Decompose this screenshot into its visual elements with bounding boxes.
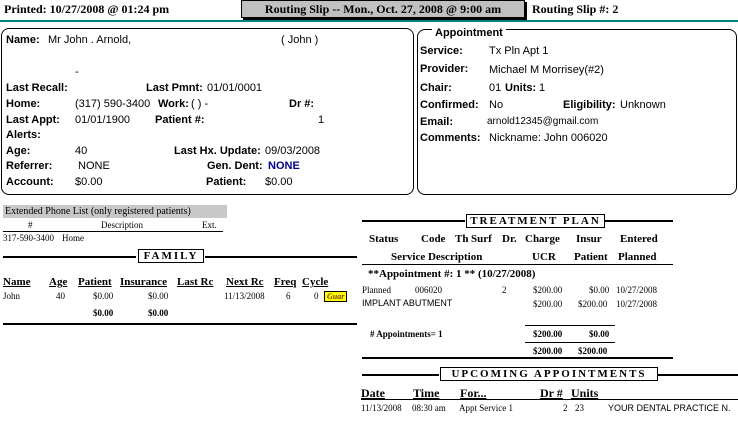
printed-timestamp: Printed: 10/27/2008 @ 01:24 pm — [4, 2, 170, 16]
tp-row-patient: $200.00 — [578, 299, 608, 309]
home-phone-label: Home: — [6, 98, 41, 110]
tp-appointment-label: **Appointment #: 1 ** (10/27/2008) — [368, 268, 536, 280]
units-value: 1 — [539, 82, 546, 94]
treatment-rule-left — [362, 220, 465, 222]
family-row-age: 40 — [56, 291, 65, 301]
routing-slip-number: Routing Slip #: 2 — [532, 2, 619, 16]
tp-header-rule — [362, 264, 673, 265]
header-divider — [0, 20, 738, 22]
family-rule-left — [3, 256, 136, 258]
upcoming-header-rule — [361, 399, 738, 400]
comments-value: Nickname: John 006020 — [489, 132, 608, 144]
account-value: $0.00 — [75, 176, 103, 188]
upcoming-rule-left — [362, 374, 439, 376]
treatment-plan-title: TREATMENT PLAN — [466, 214, 605, 228]
age-value: 40 — [75, 145, 88, 157]
last-appt-value: 01/01/1900 — [75, 114, 131, 126]
tp-row-code: 006020 — [415, 285, 442, 295]
up-col-for: For... — [460, 386, 487, 400]
tp-total-rule — [525, 325, 615, 326]
ext-col-description: Description — [101, 220, 143, 230]
patient-balance-value: $0.00 — [265, 176, 293, 188]
tp-row-entered: 10/27/2008 — [616, 285, 658, 295]
provider-label: Provider: — [420, 63, 469, 75]
referrer-value: NONE — [78, 160, 110, 172]
last-pmnt-label: Last Pmnt: — [146, 82, 203, 94]
tp-col-th: Th — [455, 233, 469, 245]
tp-col-insur: Insur — [576, 233, 602, 245]
confirmed-label: Confirmed: — [420, 99, 479, 111]
family-rule-right — [205, 256, 357, 258]
alerts-label: Alerts: — [6, 129, 41, 141]
family-row-insurance: $0.00 — [148, 291, 169, 301]
tp-row-ucr: $200.00 — [533, 299, 563, 309]
tp-col-charge: Charge — [525, 233, 560, 245]
tp-appointments-count: # Appointments= 1 — [370, 329, 443, 339]
family-col-cycle: Cycle — [302, 276, 329, 288]
tp-col-service-description: Service Description — [391, 251, 483, 263]
tp-col-ucr: UCR — [532, 251, 556, 263]
email-value: arnold12345@gmail.com — [487, 116, 599, 127]
referrer-label: Referrer: — [6, 160, 53, 172]
up-row-for: Appt Service 1 — [459, 403, 513, 413]
family-col-name: Name — [3, 276, 31, 288]
family-col-insurance: Insurance — [120, 276, 168, 288]
appointment-panel — [417, 29, 737, 195]
tp-col-planned: Planned — [618, 251, 657, 263]
up-row-practice: YOUR DENTAL PRACTICE N. — [608, 403, 731, 413]
tp-total-charge: $200.00 — [533, 329, 563, 339]
patient-balance-label: Patient: — [206, 176, 247, 188]
account-label: Account: — [6, 176, 54, 188]
provider-value: Michael M Morrisey(#2) — [489, 64, 604, 76]
ext-col-ext: Ext. — [202, 220, 217, 230]
tp-col-patient: Patient — [574, 251, 608, 263]
chair-value: 01 — [489, 82, 502, 94]
guarantor-badge: Guar — [324, 291, 347, 302]
family-total-patient: $0.00 — [93, 308, 114, 318]
ext-phone-number: 317-590-3400 — [3, 233, 54, 243]
tp-row-status: Planned — [362, 285, 391, 295]
tp-col-entered: Entered — [620, 233, 658, 245]
family-row-next-rc: 11/13/2008 — [224, 291, 265, 301]
tp-row-insur: $0.00 — [589, 285, 610, 295]
tp-row-charge: $200.00 — [533, 285, 563, 295]
family-row-freq: 6 — [286, 291, 291, 301]
service-value: Tx Pln Apt 1 — [489, 45, 549, 57]
service-label: Service: — [420, 45, 463, 57]
tp-row-planned: 10/27/2008 — [616, 299, 658, 309]
family-title: FAMILY — [138, 249, 204, 263]
tp-col-dr: Dr. — [502, 233, 517, 245]
family-row-name: John — [3, 291, 21, 301]
last-appt-label: Last Appt: — [6, 114, 60, 126]
up-col-date: Date — [361, 386, 385, 400]
eligibility-value: Unknown — [620, 99, 666, 111]
last-recall-label: Last Recall: — [6, 82, 68, 94]
patient-name: Mr John . Arnold, — [48, 34, 132, 46]
tp-col-code: Code — [421, 233, 446, 245]
up-col-dr: Dr # — [540, 386, 563, 400]
routing-slip-title: Routing Slip -- Mon., Oct. 27, 2008 @ 9:00 am — [241, 0, 525, 18]
family-col-last-rc: Last Rc — [177, 276, 214, 288]
family-col-next-rc: Next Rc — [226, 276, 264, 288]
ext-phone-desc: Home — [62, 233, 84, 243]
confirmed-value: No — [489, 99, 504, 111]
chair-label: Chair: — [420, 82, 452, 94]
patient-nickname: ( John ) — [281, 34, 319, 46]
family-col-age: Age — [49, 276, 68, 288]
family-col-freq: Freq — [274, 276, 297, 288]
ext-header-rule — [3, 231, 223, 232]
eligibility-label: Eligibility: — [563, 99, 616, 111]
gen-dent-label: Gen. Dent: — [207, 160, 263, 172]
tp-total-ucr: $200.00 — [533, 346, 563, 356]
last-hx-update-value: 09/03/2008 — [265, 145, 321, 157]
upcoming-rule-right — [658, 374, 738, 376]
tp-col-status: Status — [369, 233, 399, 245]
last-hx-update-label: Last Hx. Update: — [174, 145, 261, 157]
tp-bottom-rule — [362, 357, 673, 359]
ext-col-number: # — [28, 220, 33, 230]
up-row-units: 23 — [575, 403, 584, 413]
tp-col-surf: Surf — [471, 233, 492, 245]
tp-total-patient: $200.00 — [578, 346, 608, 356]
email-label: Email: — [420, 116, 454, 128]
up-col-time: Time — [413, 386, 440, 400]
treatment-rule-right — [605, 220, 673, 222]
appointment-title: Appointment — [432, 27, 506, 39]
comments-label: Comments: — [420, 132, 481, 144]
tp-total-rule-2 — [525, 342, 615, 343]
family-row-patient: $0.00 — [93, 291, 114, 301]
last-pmnt-value: 01/01/0001 — [207, 82, 263, 94]
tp-row-description: IMPLANT ABUTMENT — [362, 298, 453, 308]
gen-dent-value: NONE — [268, 160, 300, 172]
work-phone-value: ( ) - — [191, 98, 209, 110]
family-total-insurance: $0.00 — [148, 308, 169, 318]
family-col-patient: Patient — [78, 276, 112, 288]
family-row-cycle: 0 — [314, 291, 319, 301]
patient-number-value: 1 — [318, 114, 325, 126]
family-bottom-rule — [3, 323, 357, 325]
up-col-units: Units — [571, 386, 599, 400]
units-label: Units: — [505, 82, 537, 94]
up-row-dr: 2 — [563, 403, 568, 413]
home-phone-value: (317) 590-3400 — [75, 98, 151, 110]
up-row-date: 11/13/2008 — [361, 403, 402, 413]
work-phone-label: Work: — [158, 98, 189, 110]
upcoming-appointments-title: UPCOMING APPOINTMENTS — [440, 367, 658, 381]
dr-number-label: Dr #: — [289, 98, 315, 110]
patient-number-label: Patient #: — [155, 114, 205, 126]
name-label: Name: — [6, 34, 40, 46]
tp-total-insur: $0.00 — [589, 329, 610, 339]
extended-phone-list-title: Extended Phone List (only registered patients) — [3, 205, 227, 218]
tp-row-dr: 2 — [502, 285, 507, 295]
age-label: Age: — [6, 145, 31, 157]
address-line: - — [75, 66, 79, 78]
up-row-time: 08:30 am — [412, 403, 446, 413]
